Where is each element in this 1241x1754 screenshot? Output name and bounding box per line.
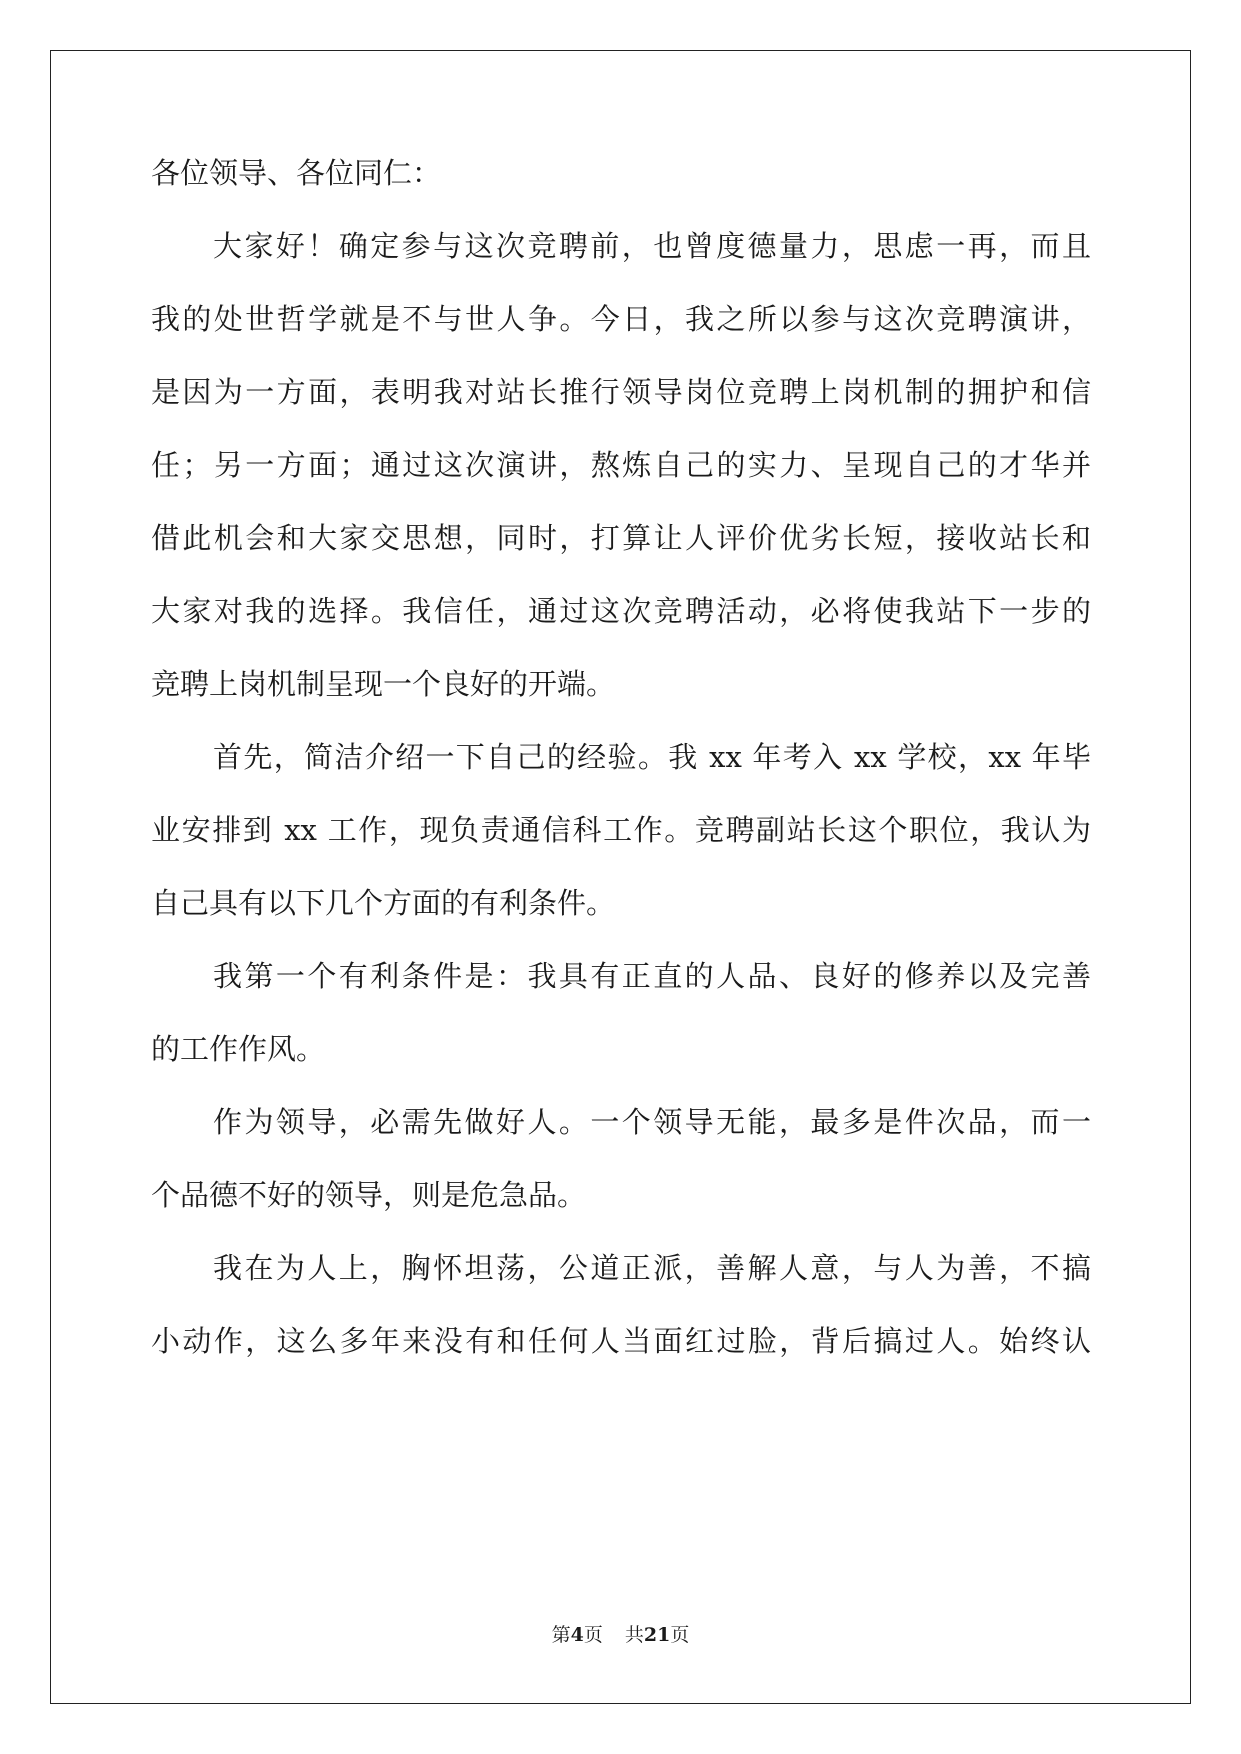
text-line: 大家对我的选择。我信任，通过这次竞聘活动，必将使我站下一步的 — [151, 594, 1091, 628]
text-line: 是因为一方面，表明我对站长推行领导岗位竞聘上岗机制的拥护和信 — [151, 375, 1091, 409]
text-line: 业安排到 xx 工作，现负责通信科工作。竞聘副站长这个职位，我认为 — [151, 813, 1091, 847]
text-line: 竞聘上岗机制呈现一个良好的开端。 — [151, 667, 616, 701]
text-line: 我第一个有利条件是：我具有正直的人品、良好的修养以及完善 — [213, 959, 1091, 993]
total-pages: 21 — [643, 1624, 671, 1646]
text-line: 任；另一方面；通过这次演讲，熬炼自己的实力、呈现自己的才华并 — [151, 448, 1091, 482]
text-line: 我在为人上，胸怀坦荡，公道正派，善解人意，与人为善，不搞 — [213, 1251, 1091, 1285]
text-line: 首先，简洁介绍一下自己的经验。我 xx 年考入 xx 学校，xx 年毕 — [213, 740, 1091, 774]
text-line: 各位领导、各位同仁： — [151, 156, 442, 190]
text-line: 作为领导，必需先做好人。一个领导无能，最多是件次品，而一 — [213, 1105, 1091, 1139]
total-prefix: 共 — [624, 1624, 644, 1646]
page-number: 4 — [570, 1624, 584, 1646]
text-line: 借此机会和大家交思想，同时，打算让人评价优劣长短，接收站长和 — [151, 521, 1091, 555]
text-line: 自己具有以下几个方面的有利条件。 — [151, 886, 616, 920]
page-suffix: 页 — [583, 1624, 603, 1646]
text-line: 我的处世哲学就是不与世人争。今日，我之所以参与这次竞聘演讲， — [151, 302, 1091, 336]
text-line: 大家好！确定参与这次竞聘前，也曾度德量力，思虑一再，而且 — [213, 229, 1091, 263]
text-line: 小动作，这么多年来没有和任何人当面红过脸，背后搞过人。始终认 — [151, 1324, 1091, 1358]
page-footer — [0, 1620, 1241, 1647]
page-prefix: 第 — [551, 1624, 571, 1646]
total-suffix: 页 — [670, 1624, 690, 1646]
text-line: 的工作作风。 — [151, 1032, 326, 1066]
text-line: 个品德不好的领导，则是危急品。 — [151, 1178, 587, 1212]
